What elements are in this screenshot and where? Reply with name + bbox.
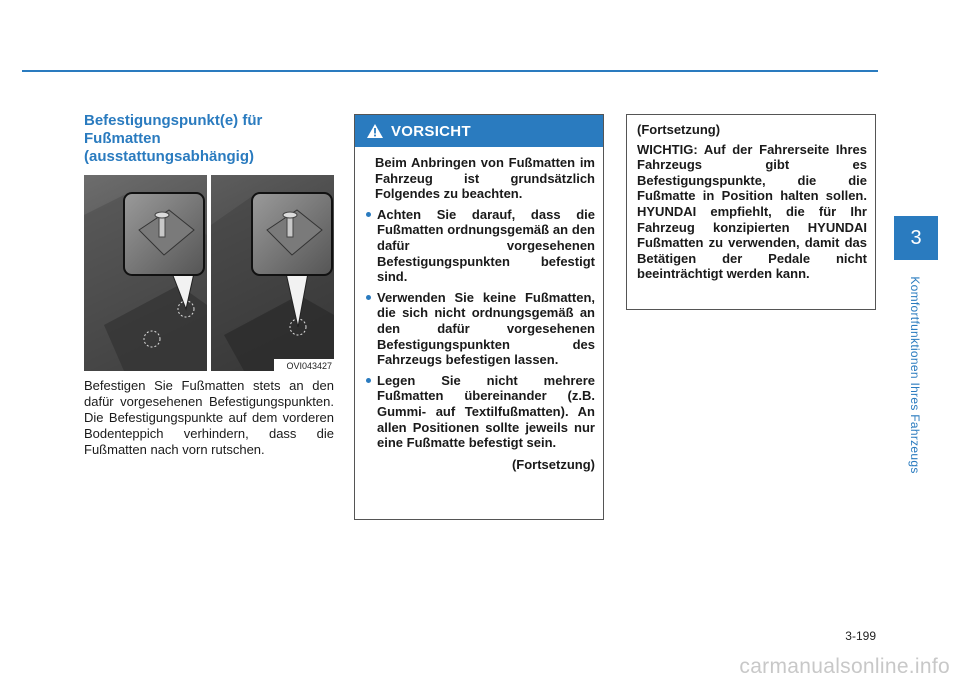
- chapter-title: Komfortfunktionen Ihres Fahrzeugs: [908, 276, 922, 474]
- chapter-title-vertical: [893, 260, 937, 490]
- watermark: carmanualsonline.info: [739, 655, 950, 678]
- caution-intro: Beim Anbringen von Fußmatten im Fahrzeug ist grundsätzlich Folgendes zu beachten.: [375, 155, 595, 202]
- image-code: OVI043427: [286, 361, 332, 371]
- floor-mat-anchor-photo: [84, 175, 334, 371]
- continuation-label: (Fortsetzung): [637, 122, 721, 137]
- caution-continued: (Fortsetzung): [511, 456, 595, 472]
- section-heading: Befestigungspunkt(e) für Fußmatten (ausstattungsabhängig): [84, 112, 263, 165]
- header-rule: [22, 70, 878, 72]
- body-paragraph: Befestigen Sie Fußmatten stets an den dafür vorgesehenen Befestigungspunkten. Die Befestigungspunkte auf dem vorderen Bodenteppich verhindern, dass die Fußmatten nach vorn rutschen.: [84, 378, 334, 457]
- caution-list: [377, 207, 595, 451]
- continuation-text: WICHTIG: Auf der Fahrerseite Ihres Fahrzeugs gibt es Befestigungspunkte, die die Fußmatte in Position halten sollen. HYUNDAI empfiehlt, die für Ihr Fahrzeug konzipierten HYUNDAI Fußmatten zu verwenden, damit das Betätigen der Pedale nicht beeinträchtigt werden kann.: [637, 141, 867, 282]
- caution-label: VORSICHT: [391, 122, 471, 140]
- caution-item: Legen Sie nicht mehrere Fußmatten übereinander (z.B. Gummi- auf Textilfußmatten). An allen Positionen sollte jeweils nur eine Fußmatte befestigt sein.: [377, 372, 595, 451]
- caution-body: [355, 147, 603, 472]
- warning-icon: [367, 124, 383, 138]
- caution-item: Verwenden Sie keine Fußmatten, die sich nicht ordnungsgemäß an den dafür vorgesehenen Befestigungspunkten des Fahrzeugs befestigen lassen.: [377, 289, 595, 368]
- caution-box: [354, 114, 604, 520]
- caution-header: [355, 115, 603, 147]
- page-number: 3-199: [845, 629, 876, 643]
- continuation-box: [626, 114, 876, 310]
- chapter-number-tab: 3: [894, 216, 938, 260]
- caution-item: Achten Sie darauf, dass die Fußmatten ordnungsgemäß an den dafür vorgesehenen Befestigungspunkten befestigt sind.: [377, 206, 595, 285]
